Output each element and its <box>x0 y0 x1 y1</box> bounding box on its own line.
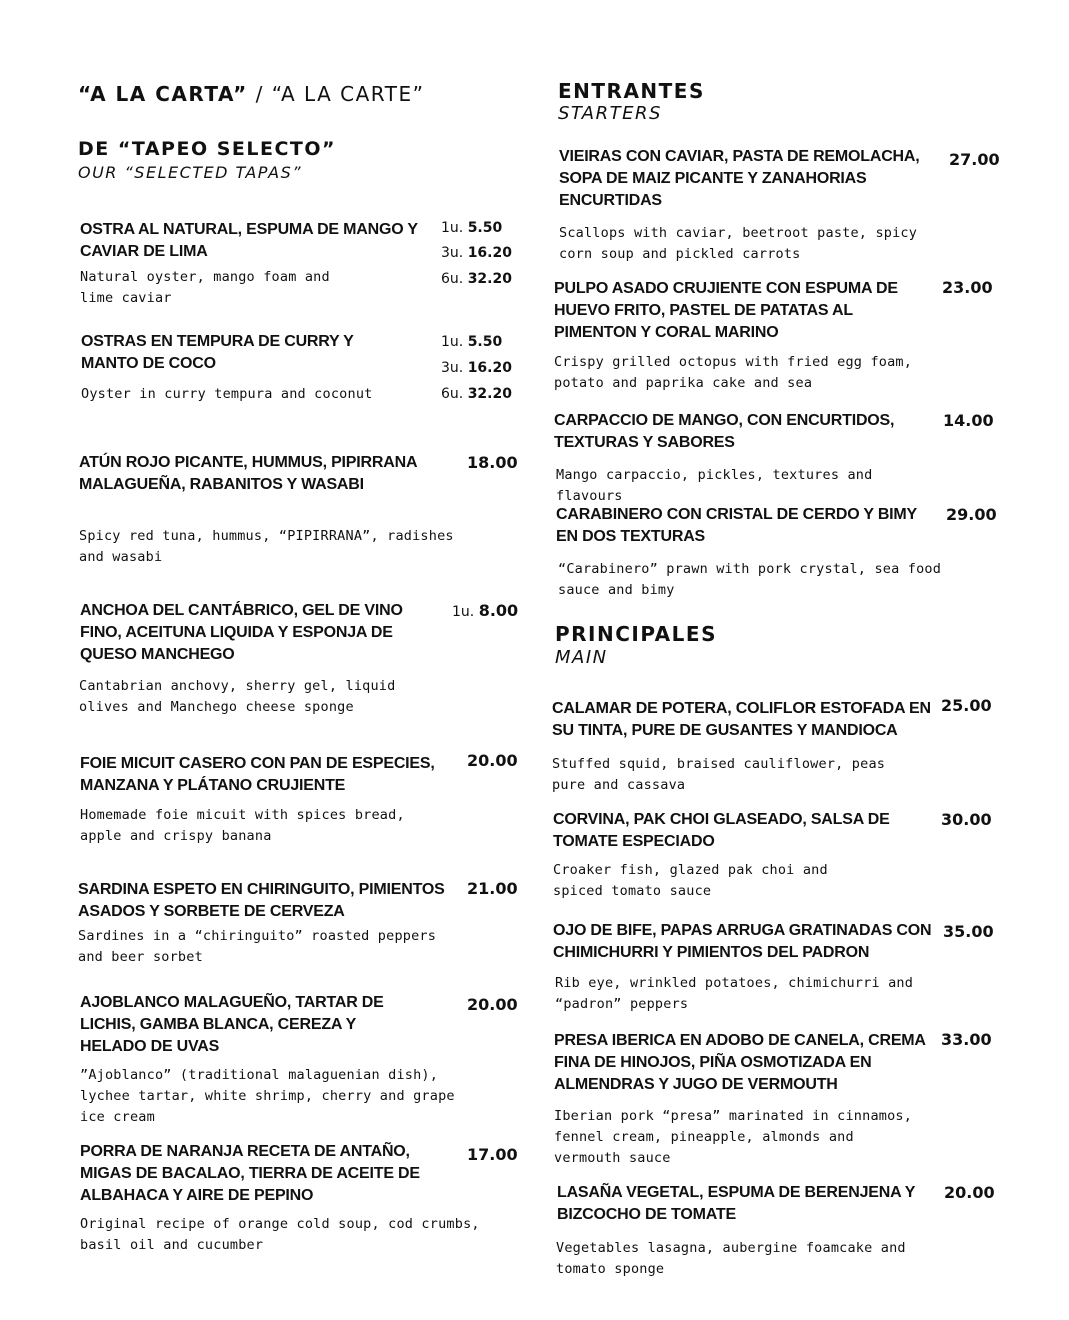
menu-title-bold: “A LA CARTA” <box>78 82 248 106</box>
dish-price: 20.00 <box>944 1183 995 1202</box>
dish-name: AJOBLANCO MALAGUEÑO, TARTAR DE LICHIS, GAMBA BLANCA, CEREZA Y HELADO DE UVAS <box>80 994 384 1055</box>
dish-name: CORVINA, PAK CHOI GLASEADO, SALSA DE TOMATE ESPECIADO <box>553 811 890 850</box>
starters-subtitle: STARTERS <box>558 103 662 124</box>
dish-description: Cantabrian anchovy, sherry gel, liquid olives and Manchego cheese sponge <box>79 678 396 715</box>
dish-description: Scallops with caviar, beetroot paste, spicy corn soup and pickled carrots <box>559 225 918 262</box>
dish-description: Mango carpaccio, pickles, textures and flavours <box>556 467 873 504</box>
dish-description: “Carabinero” prawn with pork crystal, sea food sauce and bimy <box>558 561 942 598</box>
starters-title: ENTRANTES <box>558 79 705 103</box>
dish-description: Natural oyster, mango foam and lime caviar <box>80 269 330 306</box>
tapas-section-subtitle: OUR “SELECTED TAPAS” <box>78 163 303 182</box>
dish-name: SARDINA ESPETO EN CHIRINGUITO, PIMIENTOS ASADOS Y SORBETE DE CERVEZA <box>78 881 445 920</box>
dish-price: 21.00 <box>467 879 518 898</box>
dish-name: ANCHOA DEL CANTÁBRICO, GEL DE VINO FINO, ACEITUNA LIQUIDA Y ESPONJA DE QUESO MANCHEGO <box>80 602 403 663</box>
tapas-section-title: DE “TAPEO SELECTO” <box>78 138 337 160</box>
dish-name: LASAÑA VEGETAL, ESPUMA DE BERENJENA Y BIZCOCHO DE TOMATE <box>557 1184 915 1223</box>
dish-price: 25.00 <box>941 696 992 715</box>
dish-description: Spicy red tuna, hummus, “PIPIRRANA”, radishes and wasabi <box>79 528 454 565</box>
dish-description: Iberian pork “presa” marinated in cinnamos, fennel cream, pineapple, almonds and vermouth sauce <box>554 1108 913 1166</box>
dish-price: 20.00 <box>467 751 518 770</box>
price-1u: 1u. 5.50 <box>441 220 503 236</box>
dish-name: PORRA DE NARANJA RECETA DE ANTAÑO, MIGAS DE BACALAO, TIERRA DE ACEITE DE ALBAHACA Y AIRE DE PEPINO <box>80 1143 420 1204</box>
dish-name: CARABINERO CON CRISTAL DE CERDO Y BIMY EN DOS TEXTURAS <box>556 506 917 545</box>
dish-price: 20.00 <box>467 995 518 1014</box>
dish-description: Homemade foie micuit with spices bread, apple and crispy banana <box>80 807 405 844</box>
dish-name: ATÚN ROJO PICANTE, HUMMUS, PIPIRRANA MALAGUEÑA, RABANITOS Y WASABI <box>79 454 417 493</box>
dish-description: Oyster in curry tempura and coconut <box>81 386 373 402</box>
dish-price: 14.00 <box>943 411 994 430</box>
dish-price: 23.00 <box>942 278 993 297</box>
dish-name: CALAMAR DE POTERA, COLIFLOR ESTOFADA EN SU TINTA, PURE DE GUSANTES Y MANDIOCA <box>552 700 931 739</box>
dish-price: 35.00 <box>943 922 994 941</box>
dish-name: PRESA IBERICA EN ADOBO DE CANELA, CREMA FINA DE HINOJOS, PIÑA OSMOTIZADA EN ALMENDRAS Y JUGO DE VERMOUTH <box>554 1032 926 1093</box>
menu-title-rest: / “A LA CARTE” <box>247 82 425 106</box>
price-3u: 3u. 16.20 <box>441 245 512 261</box>
dish-price: 1u. 8.00 <box>452 601 519 620</box>
dish-description: Croaker fish, glazed pak choi and spiced tomato sauce <box>553 862 828 899</box>
dish-name: OJO DE BIFE, PAPAS ARRUGA GRATINADAS CON CHIMICHURRI Y PIMIENTOS DEL PADRON <box>553 922 932 961</box>
dish-name: CARPACCIO DE MANGO, CON ENCURTIDOS, TEXTURAS Y SABORES <box>554 412 895 451</box>
dish-name: OSTRAS EN TEMPURA DE CURRY Y MANTO DE COCO <box>81 333 354 372</box>
dish-description: Rib eye, wrinkled potatoes, chimichurri and “padron” peppers <box>555 975 914 1012</box>
dish-price: 18.00 <box>467 453 518 472</box>
menu-title <box>78 82 424 106</box>
dish-description: Vegetables lasagna, aubergine foamcake and tomato sponge <box>556 1240 906 1277</box>
dish-price: 33.00 <box>941 1030 992 1049</box>
price-3u: 3u. 16.20 <box>441 360 512 376</box>
mains-subtitle: MAIN <box>555 647 608 668</box>
dish-price: 17.00 <box>467 1145 518 1164</box>
mains-title: PRINCIPALES <box>555 622 717 646</box>
dish-description: Crispy grilled octopus with fried egg foam, potato and paprika cake and sea <box>554 354 913 391</box>
dish-name: VIEIRAS CON CAVIAR, PASTA DE REMOLACHA, SOPA DE MAIZ PICANTE Y ZANAHORIAS ENCURTIDAS <box>559 148 920 209</box>
dish-description: Sardines in a “chiringuito” roasted peppers and beer sorbet <box>78 928 437 965</box>
dish-name: PULPO ASADO CRUJIENTE CON ESPUMA DE HUEVO FRITO, PASTEL DE PATATAS AL PIMENTON Y CORAL MARINO <box>554 280 898 341</box>
dish-name: OSTRA AL NATURAL, ESPUMA DE MANGO Y CAVIAR DE LIMA <box>80 221 418 260</box>
dish-description: ”Ajoblanco” (traditional malaguenian dish), lychee tartar, white shrimp, cherry and grape ice cream <box>80 1067 455 1125</box>
dish-name: FOIE MICUIT CASERO CON PAN DE ESPECIES, MANZANA Y PLÁTANO CRUJIENTE <box>80 755 435 794</box>
price-1u: 1u. 5.50 <box>441 334 503 350</box>
dish-description: Stuffed squid, braised cauliflower, peas pure and cassava <box>552 756 886 793</box>
dish-price: 27.00 <box>949 150 1000 169</box>
price-6u: 6u. 32.20 <box>441 386 512 402</box>
dish-price: 29.00 <box>946 505 997 524</box>
dish-description: Original recipe of orange cold soup, cod crumbs, basil oil and cucumber <box>80 1216 480 1253</box>
price-6u: 6u. 32.20 <box>441 271 512 287</box>
dish-price: 30.00 <box>941 810 992 829</box>
